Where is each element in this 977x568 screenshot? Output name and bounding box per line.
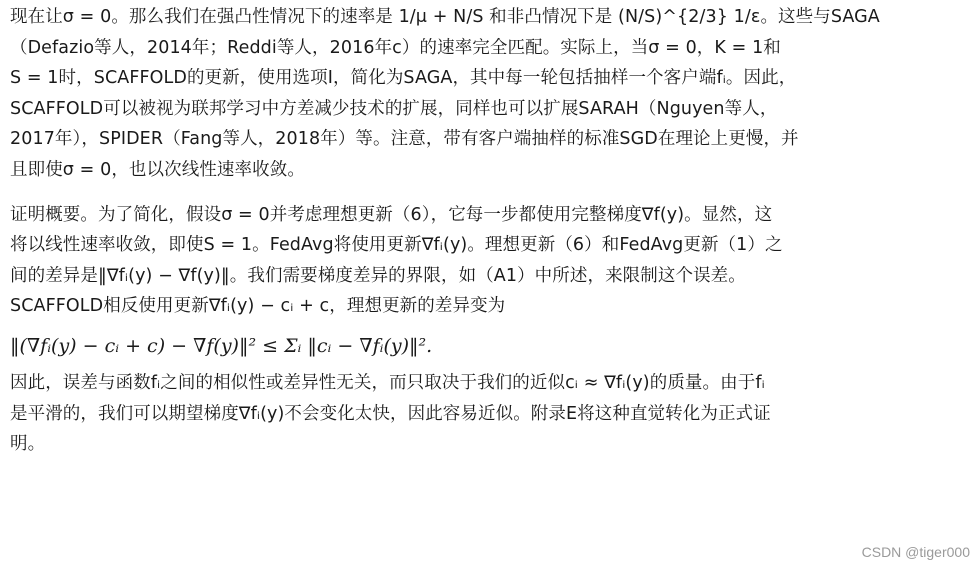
paragraph-conclusion <box>10 368 970 460</box>
text-line: SCAFFOLD相反使用更新∇fᵢ(y) − cᵢ + c，理想更新的差异变为 <box>10 296 506 317</box>
paragraph-proof-sketch <box>10 200 970 322</box>
text-line: （Defazio等人，2014年；Reddi等人，2016年c）的速率完全匹配。实际上，当σ = 0，K = 1和 <box>10 37 781 58</box>
watermark: CSDN @tiger000 <box>861 544 970 560</box>
text-line: 将以线性速率收敛，即使S = 1。FedAvg将使用更新∇fᵢ(y)。理想更新（6）和FedAvg更新（1）之 <box>10 235 783 256</box>
text-line: 因此，误差与函数fᵢ之间的相似性或差异性无关，而只取决于我们的近似cᵢ ≈ ∇fᵢ(y)的质量。由于fᵢ <box>10 372 765 393</box>
text-line: 2017年），SPIDER（Fang等人，2018年）等。注意，带有客户端抽样的标准SGD在理论上更慢，并 <box>10 129 799 150</box>
text-line: 证明概要。为了简化，假设σ = 0并考虑理想更新（6），它每一步都使用完整梯度∇f(y)。显然，这 <box>10 204 773 225</box>
display-equation: ‖(∇fᵢ(y) − cᵢ + c) − ∇f(y)‖² ≤ Σᵢ ‖cᵢ − ∇fᵢ(y)‖². <box>10 334 433 357</box>
text-line: S = 1时，SCAFFOLD的更新，使用选项I，简化为SAGA，其中每一轮包括抽样一个客户端fᵢ。因此， <box>10 68 797 89</box>
paragraph-gap <box>10 186 970 200</box>
text-line: 现在让σ = 0。那么我们在强凸性情况下的速率是 1/μ + N/S 和非凸情况下是 (N/S)^{2/3} 1/ε。这些与SAGA <box>10 7 880 27</box>
text-line: 是平滑的，我们可以期望梯度∇fᵢ(y)不会变化太快，因此容易近似。附录E将这种直觉转化为正式证 <box>10 403 771 424</box>
text-line: 明。 <box>10 434 46 455</box>
text-line: 间的差异是‖∇fᵢ(y) − ∇f(y)‖。我们需要梯度差异的界限，如（A1）中所述，来限制这个误差。 <box>10 265 746 286</box>
text-line: SCAFFOLD可以被视为联邦学习中方差减少技术的扩展，同样也可以扩展SARAH（Nguyen等人， <box>10 98 778 119</box>
document-body <box>10 2 970 460</box>
paragraph-convergence-rates <box>10 2 970 186</box>
text-line: 且即使σ = 0，也以次线性速率收敛。 <box>10 159 305 180</box>
